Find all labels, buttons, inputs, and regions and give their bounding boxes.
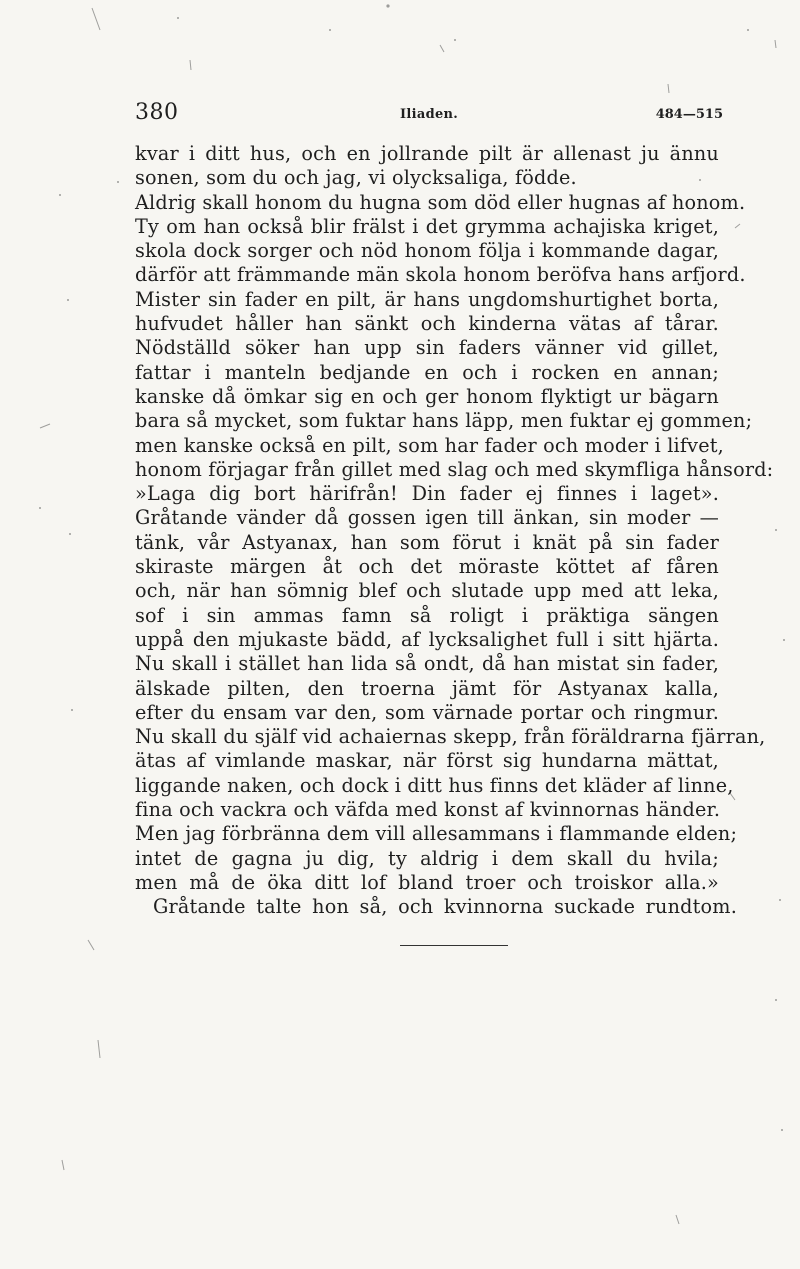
verse-line: Mister sin fader en pilt, är hans ungdomshurtighet borta, bbox=[135, 287, 719, 311]
verse-line: honom förjagar från gillet med slag och med skymfliga hånsord: bbox=[135, 457, 774, 481]
verse-line: Nu skall du själf vid achaiernas skepp, från föräldrarna fjärran, bbox=[135, 725, 766, 749]
verse-line-range: 484—515 bbox=[655, 107, 723, 122]
verse-line: kanske då ömkar sig en och ger honom flyktigt ur bägarn bbox=[135, 384, 719, 408]
verse-line: men må de öka ditt lof bland troer och troiskor alla.» bbox=[135, 870, 719, 894]
verse-line: därför att främmande män skola honom beröfva hans arfjord. bbox=[135, 263, 746, 287]
verse-line: liggande naken, och dock i ditt hus finns det kläder af linne, bbox=[135, 773, 734, 797]
verse-line: Aldrig skall honom du hugna som död eller hugnas af honom. bbox=[135, 190, 746, 214]
verse-line: Nödställd söker han upp sin faders vänner vid gillet, bbox=[135, 336, 719, 360]
verse-line: sonen, som du och jag, vi olycksaliga, födde. bbox=[135, 166, 577, 190]
verse-line: Gråtande talte hon så, och kvinnorna suckade rundtom. bbox=[153, 895, 737, 919]
verse-line: bara så mycket, som fuktar hans läpp, men fuktar ej gommen; bbox=[135, 409, 753, 433]
page-header bbox=[135, 100, 723, 132]
section-end-rule bbox=[400, 945, 508, 946]
verse-line: uppå den mjukaste bädd, af lycksalighet full i sitt hjärta. bbox=[135, 627, 719, 651]
verse-block bbox=[135, 142, 774, 920]
verse-line: hufvudet håller han sänkt och kinderna vätas af tårar. bbox=[135, 312, 719, 336]
verse-line: Men jag förbränna dem vill allesammans i flammande elden; bbox=[135, 822, 738, 846]
verse-line: efter du ensam var den, som värnade portar och ringmur. bbox=[135, 700, 719, 724]
verse-line: Nu skall i stället han lida så ondt, då han mistat sin fader, bbox=[135, 652, 719, 676]
verse-line: men kanske också en pilt, som har fader och moder i lifvet, bbox=[135, 433, 724, 457]
verse-line: fattar i manteln bedjande en och i rocken en annan; bbox=[135, 360, 719, 384]
verse-line: skola dock sorger och nöd honom följa i kommande dagar, bbox=[135, 239, 719, 263]
verse-line: tänk, vår Astyanax, han som förut i knät på sin fader bbox=[135, 530, 719, 554]
verse-line: Gråtande vänder då gossen igen till änkan, sin moder — bbox=[135, 506, 719, 530]
verse-line: skiraste märgen åt och det möraste köttet af fåren bbox=[135, 555, 719, 579]
verse-line: ätas af vimlande maskar, när först sig hundarna mättat, bbox=[135, 749, 719, 773]
verse-line: intet de gagna ju dig, ty aldrig i dem skall du hvila; bbox=[135, 846, 719, 870]
verse-line: kvar i ditt hus, och en jollrande pilt är allenast ju ännu bbox=[135, 142, 719, 165]
verse-line: fina och vackra och väfda med konst af kvinnornas händer. bbox=[135, 798, 721, 822]
running-title: Iliaden. bbox=[400, 107, 459, 122]
page-number: 380 bbox=[135, 100, 179, 125]
verse-line: Ty om han också blir frälst i det grymma achajiska kriget, bbox=[135, 214, 719, 238]
verse-line: och, när han sömnig blef och slutade upp med att leka, bbox=[135, 579, 719, 603]
verse-line: älskade pilten, den troerna jämt för Astyanax kalla, bbox=[135, 676, 719, 700]
verse-line: »Laga dig bort härifrån! Din fader ej finnes i laget». bbox=[135, 482, 719, 506]
verse-line: sof i sin ammas famn så roligt i präktiga sängen bbox=[135, 603, 719, 627]
